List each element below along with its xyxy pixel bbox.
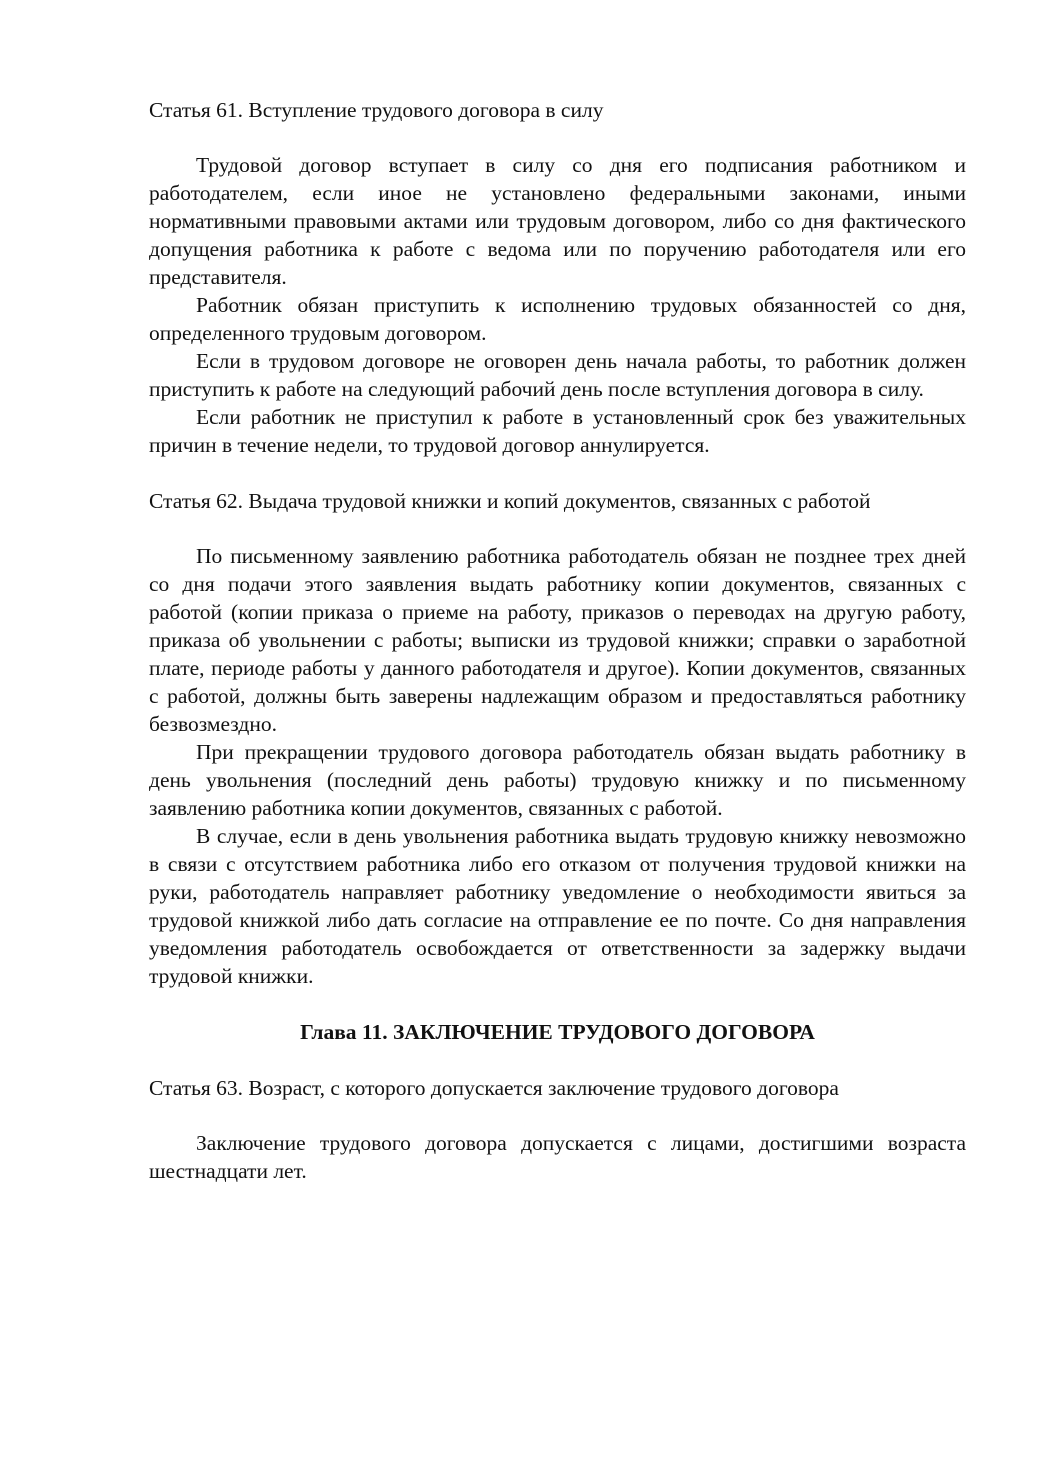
spacer [149,990,966,1018]
spacer [149,124,966,151]
spacer [149,1102,966,1129]
spacer [149,515,966,542]
article-61-paragraph-1: Трудовой договор вступает в силу со дня его подписания работником и работодателем, если иное не установлено федеральными законами, иными нормативными правовыми актами или трудовым договором, либо со дня фактического допущения работника к работе с ведома или по поручению работодателя или его представителя. [149,153,966,289]
article-62-paragraph-1: По письменному заявлению работника работодатель обязан не позднее трех дней со дня подачи этого заявления выдать работнику копии документов, связанных с работой (копии приказа о приеме на работу, приказов о переводах на другую работу, приказа об увольнении с работы; выписки из трудовой книжки; справки о заработной плате, периоде работы у данного работодателя и другое). Копии документов, связанных с работой, должны быть заверены надлежащим образом и предоставляться работнику безвозмездно. [149,544,966,736]
article-62-heading: Статья 62. Выдача трудовой книжки и копий документов, связанных с работой [149,489,871,513]
article-63-paragraph-1: Заключение трудового договора допускается с лицами, достигшими возраста шестнадцати лет. [149,1131,966,1183]
article-61-paragraph-3: Если в трудовом договоре не оговорен день начала работы, то работник должен приступить к работе на следующий рабочий день после вступления договора в силу. [149,349,966,401]
spacer [149,1046,966,1074]
article-62-paragraph-2: При прекращении трудового договора работодатель обязан выдать работнику в день увольнения (последний день работы) трудовую книжку и по письменному заявлению работника копии документов, связанных с работой. [149,740,966,820]
document-page [149,96,966,1185]
article-61-paragraph-2: Работник обязан приступить к исполнению трудовых обязанностей со дня, определенного трудовым договором. [149,293,966,345]
spacer [149,459,966,487]
article-63-heading: Статья 63. Возраст, с которого допускается заключение трудового договора [149,1076,839,1100]
chapter-11-title: Глава 11. ЗАКЛЮЧЕНИЕ ТРУДОВОГО ДОГОВОРА [300,1020,815,1044]
article-61-paragraph-4: Если работник не приступил к работе в установленный срок без уважительных причин в течение недели, то трудовой договор аннулируется. [149,405,966,457]
article-62-paragraph-3: В случае, если в день увольнения работника выдать трудовую книжку невозможно в связи с отсутствием работника либо его отказом от получения трудовой книжки на руки, работодатель направляет работнику уведомление о необходимости явиться за трудовой книжкой либо дать согласие на отправление ее по почте. Со дня направления уведомления работодатель освобождается от ответственности за задержку выдачи трудовой книжки. [149,824,966,988]
article-61-heading: Статья 61. Вступление трудового договора в силу [149,98,604,122]
